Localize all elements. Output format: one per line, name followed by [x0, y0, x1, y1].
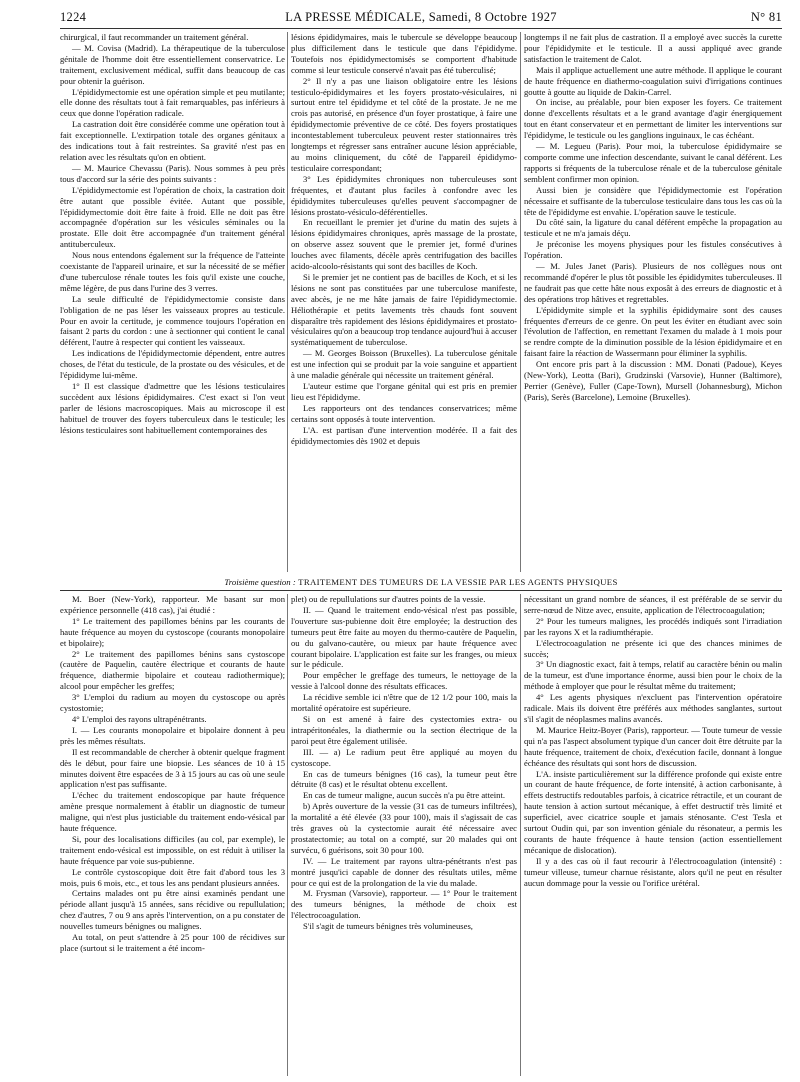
paragraph: lésions épididymaires, mais le tubercule se développe beaucoup plus difficilement dans le testicule que dans l'épididyme. Toutefois nos épididymectomisés se comportent d'habitude comme si leur testicule conservé n'avait pas été tuberculisé; [291, 32, 517, 75]
paragraph: En cas de tumeurs bénignes (16 cas), la tumeur peut être détruite (8 cas) et le résultat obtenu excellent. [291, 768, 517, 790]
paragraph: — M. Maurice Chevassu (Paris). Nous sommes à peu près tous d'accord sur la série des points suivants : [60, 162, 285, 184]
paragraph: 1° Le traitement des papillomes bénins par les courants de haute fréquence au moyen du cystoscope (courants monopolaire et bipolaire); [60, 615, 285, 648]
paragraph: En cas de tumeur maligne, aucun succès n'a pu être atteint. [303, 790, 505, 801]
paragraph: 3° L'emploi du radium au moyen du cystoscope ou après cystostomie; [60, 692, 285, 714]
paragraph: Il y a des cas où il faut recourir à l'électrocoagulation (intensité) : tumeur villeuse, tumeur charnue résistante, alors qu'il ne peut en résulter aucun dommage pour la vessie ou l'orifice urétéral. [524, 855, 782, 888]
section-label: Troisième question : [224, 577, 296, 587]
paragraph: 4° Les agents physiques n'excluent pas l'intervention opératoire radicale. Mais ils doivent être préférés aux méthodes sanglantes, surtout s'il s'agit de néoplasmes malins avancés. [524, 692, 782, 724]
paragraph: III. — a) Le radium peut être appliqué au moyen du cystoscope. [291, 746, 517, 768]
paragraph: chirurgical, il faut recommander un traitement général. [60, 32, 249, 42]
paragraph: Au total, on peut s'attendre à 25 pour 100 de récidives sur place (surtout si le traitement a été incom- [60, 932, 285, 953]
paragraph: S'il s'agit de tumeurs bénignes très volumineuses, [303, 921, 473, 932]
paragraph: 2° Le traitement des papillomes bénins sans cystoscope (cautère de Paquelin, cautère électrique et courants de haute fréquence, diathermie bipolaire et couteau radiothermique); alcool pour empêcher les greffes; [60, 648, 285, 692]
paragraph: En recueillant le premier jet d'urine du matin des sujets à lésions épididymaires chroniques, après massage de la prostate, on observe assez souvent que le premier jet, formé d'urines louches avec filaments, décèle après centrifugation des bacilles acido-alcoolo-résistants qui sont des bacilles de Koch. [291, 217, 517, 272]
column-divider [520, 594, 521, 1076]
issue-number: N° 81 [750, 10, 782, 24]
top-column-3 [524, 32, 782, 572]
paragraph: L'A. insiste particulièrement sur la différence profonde qui existe entre un courant de haute fréquence, de forte intensité, à action carbonisante, à effets destructifs redoutables parfois, à cicatrice rétractile, et un courant de haute tension à action surtout mécanique, à effet destructif très limité et superficiel, avec cicatrice souple et jamais sténosante. C'est Tesla et surtout Oudin qui, par son invention géniale du résonateur, a permis les courants de haute fréquence à haute tension (action essentiellement mécanique de dislocation). [524, 768, 782, 855]
paragraph: Mais il applique actuellement une autre méthode. Il applique le courant de haute fréquence en diathermo-coagulation suivi d'irrigations continues goutte à goutte au liquide de Dakin-Carrel. [524, 64, 782, 97]
section-title: TRAITEMENT DES TUMEURS DE LA VESSIE PAR LES AGENTS PHYSIQUES [298, 577, 618, 587]
paragraph: La récidive semble ici n'être que de 12 1/2 pour 100, mais la mortalité opératoire est supérieure. [291, 692, 517, 714]
page-header [60, 10, 782, 26]
paragraph: 3° Un diagnostic exact, fait à temps, relatif au caractère bénin ou malin de la tumeur, est d'une importance énorme, aussi bien pour le choix de la méthode à employer que pour le résultat même du traitement; [524, 659, 782, 692]
bottom-column-3 [524, 594, 782, 1076]
paragraph: I. — Les courants monopolaire et bipolaire donnent à peu près les mêmes résultats. [60, 724, 285, 746]
paragraph: Le contrôle cystoscopique doit être fait d'abord tous les 3 mois, puis 6 mois, etc., et tous les ans pendant plusieurs années. [60, 866, 285, 888]
paragraph: Nous nous entendons également sur la fréquence de l'atteinte coexistante de l'appareil urinaire, et sur la nécessité de se méfier d'une tuberculose rénale toutes les fois qu'il existe une couche, même légère, de pus dans l'urine des 3 verres. [60, 250, 285, 293]
paragraph: Ont encore pris part à la discussion : MM. Donati (Padoue), Keyes (New-York), Leotta (Bari), Grudzinski (Varsovie), Hunner (Baltimore), Perrier (Genève), Fuller (Cape-Town), Mursell (Johannesburg), Michon (Paris), Serès (Barcelone), Lemoine (Bruxelles). [524, 359, 782, 402]
paragraph: Aussi bien je considère que l'épididymectomie est l'opération nécessaire et suffisante de la tuberculose testiculaire dans tous les cas où la tête de l'épididyme est envahie. L'opération sauve le testicule. [524, 184, 782, 217]
section-rule [60, 590, 782, 591]
paragraph: L'épididymectomie est l'opération de choix, la castration doit être autant que possible évitée. Autant que possible, l'épididymectomie doit être faite à froid. Elle ne doit pas être accompagnée d'opération sur les vésicules séminales ou la prostate. Elle doit être accompagnée d'un traitement général antituberculeux. [60, 184, 285, 250]
paragraph: On incise, au préalable, pour bien exposer les foyers. Ce traitement donne d'excellents résultats et a le grand avantage d'agir énergiquement tout en étant conservateur et en permettant de limiter les interventions sur l'épididyme, le testicule ou les ganglions inguinaux, le cas échéant. [524, 97, 782, 141]
paragraph: M. Maurice Heitz-Boyer (Paris), rapporteur. — Toute tumeur de vessie qui n'a pas l'aspect absolument typique d'un cancer doit être détruite par la haute fréquence, traitement de choix, d'exécution facile, donnant à longue échéance des résultats qui sont hors de discussion. [524, 724, 782, 768]
paragraph: Si le premier jet ne contient pas de bacilles de Koch, et si les lésions ne sont pas constituées par une tuberculose manifeste, avec abcès, je ne me hâte jamais de faire l'épididymectomie. Héliothérapie et petits lavements très chauds font souvent disparaître très rapidement des lésions épididymaires et prostato-vésiculaires qu'on a beaucoup trop tendance aujourd'hui à accuser systématiquement de tuberculose. [291, 271, 517, 348]
paragraph: L'auteur estime que l'organe génital qui est pris en premier lieu est l'épididyme. [291, 381, 517, 402]
paragraph: Du côté sain, la ligature du canal déférent empêche la propagation au testicule et ne m'a jamais déçu. [524, 217, 782, 239]
bottom-column-1 [60, 594, 285, 1076]
paragraph: IV. — Le traitement par rayons ultra-pénétrants n'est pas montré jusqu'ici capable de donner des résultats utiles, même pour ce qui est de la prolongation de la vie du malade. [291, 855, 517, 888]
paragraph: L'épididymectomie est une opération simple et peu mutilante; elle donne des résultats tout à fait remarquables, pas inférieurs à ceux que donne l'opération radicale. [60, 86, 285, 119]
paragraph: 2° Pour les tumeurs malignes, les procédés indiqués sont l'irradiation par les rayons X et la radiumthérapie. [524, 615, 782, 637]
paragraph: longtemps il ne fait plus de castration. Il a employé avec succès la curette pour l'épididymite et le testicule. Il a aussi appliqué avec grande satisfaction le traitement de Calot. [524, 32, 782, 64]
paragraph: La seule difficulté de l'épididymectomie consiste dans l'obligation de ne pas léser les vaisseaux propres au testicule. Pour en avoir la certitude, je commence toujours l'opération en faisant 2 parts du cordon : une à sectionner qui contient le canal déférent, l'autre à respecter qui contient les vaisseaux. [60, 293, 285, 348]
paragraph: Pour empêcher le greffage des tumeurs, le nettoyage de la vessie à l'alcool donne des résultats efficaces. [291, 670, 517, 692]
paragraph: II. — Quand le traitement endo-vésical n'est pas possible, l'ouverture sus-pubienne doit être employée; la destruction des tumeurs peut être faite au moyen du thermo-cautère de Paquelin, ou du galvano-cautère, ou mieux par haute fréquence avec courant bipolaire. L'application est faite sur les franges, ou mieux sur le pédicule. [291, 604, 517, 670]
paragraph: 4° L'emploi des rayons ultrapénétrants. [72, 713, 207, 724]
paragraph: L'échec du traitement endoscopique par haute fréquence amène presque normalement à établir un diagnostic de tumeur maligne, qui n'est plus justiciable du traitement endo-vésical par haute fréquence. [60, 790, 285, 834]
journal-title: LA PRESSE MÉDICALE, Samedi, 8 Octobre 1927 [285, 10, 557, 24]
section-heading [60, 577, 782, 587]
top-column-2 [291, 32, 517, 572]
paragraph: — M. Legueu (Paris). Pour moi, la tuberculose épididymaire se comporte comme une infection descendante, suivant le canal déférent. Les rapports si fréquents de la tuberculose rénale et de la tuberculose génitale semblent confirmer mon opinion. [524, 141, 782, 184]
paragraph: — M. Jules Janet (Paris). Plusieurs de nos collègues nous ont recommandé d'opérer le plus tôt possible les épididymites tuberculeuses. Il ne faudrait pas que cette hâte nous exposât à des erreurs de diagnostic et à des opérations trop hâtives et regrettables. [524, 261, 782, 304]
paragraph: Si on est amené à faire des cystectomies extra- ou intrapéritonéales, la diathermie ou la section électrique de la paroi peut être également utilisée. [291, 713, 517, 746]
paragraph: Je préconise les moyens physiques pour les fistules consécutives à l'opération. [524, 239, 782, 261]
paragraph: — M. Covisa (Madrid). La thérapeutique de la tuberculose génitale de l'homme doit être essentiellement conservatrice. Le traitement, exclusivement médical, suffit dans beaucoup de cas pour obtenir la guérison. [60, 42, 285, 86]
bottom-column-2 [291, 594, 517, 1076]
paragraph: — M. Georges Boisson (Bruxelles). La tuberculose génitale est une infection qui se produit par la voie sanguine et appartient à une maladie générale qui nécessite un traitement général. [291, 348, 517, 381]
paragraph: Les indications de l'épididymectomie dépendent, entre autres choses, de l'état du testicule, de la prostate ou des vésicules, et de l'épididyme lui-même. [60, 348, 285, 381]
paragraph: M. Frysman (Varsovie), rapporteur. — 1° Pour le traitement des tumeurs bénignes, la méthode de choix est l'électrocoagulation. [291, 888, 517, 921]
paragraph: L'A. est partisan d'une intervention modérée. Il a fait des épididymectomies dès 1902 et depuis [291, 424, 517, 446]
paragraph: L'électrocoagulation ne présente ici que des chances minimes de succès; [524, 637, 782, 659]
paragraph: La castration doit être considérée comme une opération tout à fait exceptionnelle. L'extirpation totale des organes génitaux a des indications tout à fait restreintes. Sa gravité n'est pas en relation avec les résultats qu'on en obtient. [60, 119, 285, 162]
paragraph: Il est recommandable de chercher à obtenir quelque fragment dès le début, pour faire une biopsie. Les séances de 10 à 15 minutes doivent être espacées de 3 à 15 jours au cas où une seule application n'est pas suffisante. [60, 746, 285, 790]
paragraph: Si, pour des localisations difficiles (au col, par exemple), le traitement endo-vésical est impossible, on est réduit à utiliser la haute fréquence par voie sus-pubienne. [60, 833, 285, 866]
paragraph: 1° Il est classique d'admettre que les lésions testiculaires succèdent aux lésions épididymaires. C'est exact si l'on veut parler de lésions macroscopiques. Mais au microscope il est habituel de trouver des foyers tuberculeux dans le testicule; les lésions testiculaires sont habituellement contemporaines des [60, 381, 285, 435]
top-column-1 [60, 32, 285, 572]
paragraph: nécessitant un grand nombre de séances, il est préférable de se servir du serre-nœud de Nitze avec, ensuite, application de l'électrocoagulation; [524, 594, 782, 615]
paragraph: 2° Il n'y a pas une liaison obligatoire entre les lésions testiculo-épididymaires et les foyers prostato-vésiculaires, ni surtout entre tel épididyme et tel côté de la prostate. Je ne me crois pas autorisé, en présence d'un foyer prostatique, à faire une épididymectomie préventive de ce côté. Des foyers prostatiques incontestablement tuberculeux peuvent rester stationnaires très longtemps et régresser sans entraîner aucune lésion appréciable, au moins cliniquement, du côté de l'appareil épididymo-testiculaire correspondant; [291, 75, 517, 173]
column-divider [287, 594, 288, 1076]
page-number: 1224 [60, 10, 87, 24]
paragraph: b) Après ouverture de la vessie (31 cas de tumeurs infiltrées), la mortalité a été élevée (33 pour 100), mais il s'agissait de cas très graves où la cystectomie aurait été nécessaire avec prostatectomie; au total on a compté, sur 20 malades qui ont survécu, 6 guérisons, soit 30 pour 100. [291, 801, 517, 855]
paragraph: Certains malades ont pu être ainsi examinés pendant une période allant jusqu'à 15 années, sans récidive ou repullulation; chez d'autres, 7 ou 9 ans après l'intervention, on a pu constater de nouvelles tumeurs bénignes ou malignes. [60, 888, 285, 932]
header-rule [60, 28, 782, 29]
column-divider [287, 32, 288, 572]
column-divider [520, 32, 521, 572]
paragraph: Les rapporteurs ont des tendances conservatrices; même certains sont opposés à toute intervention. [291, 402, 517, 424]
paragraph: M. Boer (New-York), rapporteur. Me basant sur mon expérience personnelle (418 cas), j'ai étudié : [60, 594, 285, 615]
paragraph: L'épididymite simple et la syphilis épididymaire sont des causes fréquentes d'erreurs de ce genre. On peut les éviter en étudiant avec soin l'évolution de l'affection, en remettant l'examen du malade à 1 mois pour se rendre compte de la diminution possible de la lésion épididymaire et en faisant faire la réaction de Wassermann pour éliminer la syphilis. [524, 304, 782, 359]
paragraph: plet) ou de repullulations sur d'autres points de la vessie. [291, 594, 486, 604]
paragraph: 3° Les épididymites chroniques non tuberculeuses sont fréquentes, et d'autant plus faciles à confondre avec les épididymites tuberculeuses qu'elles peuvent s'accompagner de lésions prostato-vésiculo-déférentielles. [291, 173, 517, 217]
